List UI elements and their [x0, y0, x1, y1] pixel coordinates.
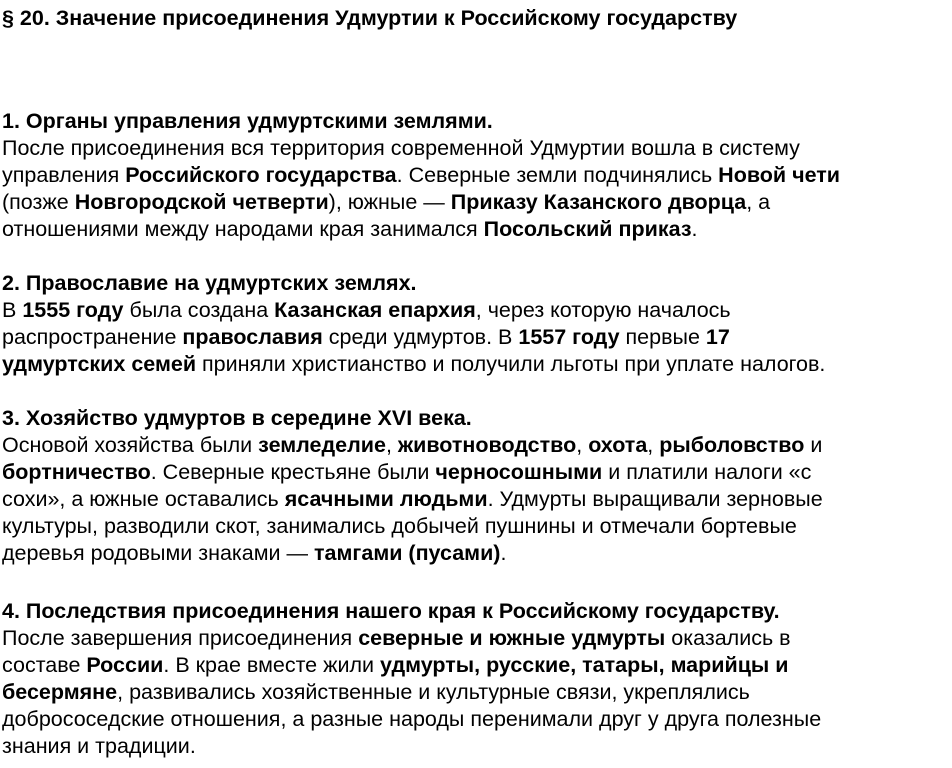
text-run: . Удмурты выращивали зерновые: [487, 487, 823, 511]
text-run: , через которую началось: [475, 298, 731, 322]
emphasized-term: 17: [705, 325, 730, 349]
page-title: § 20. Значение присоединения Удмуртии к Российскому государству: [2, 6, 738, 30]
text-run: ), южные —: [328, 190, 451, 214]
text-run: ,: [647, 433, 660, 457]
text-line: [2, 652, 952, 679]
emphasized-term: 1557 году: [518, 325, 620, 349]
text-line: [2, 351, 952, 378]
text-run: , развивались хозяйственные и культурные связи, укреплялись: [117, 680, 750, 704]
section-orthodoxy: [2, 270, 952, 378]
emphasized-term: черносошными: [435, 460, 603, 484]
text-line: [2, 432, 952, 459]
text-run: приняли христианство и получили льготы при уплате налогов.: [196, 352, 826, 376]
text-line: [2, 459, 952, 486]
text-run: оказались в: [665, 626, 791, 650]
emphasized-term: бортничество: [2, 460, 151, 484]
text-line: [2, 540, 952, 567]
emphasized-term: северные и южные удмурты: [358, 626, 666, 650]
emphasized-term: Посольский приказ: [483, 217, 692, 241]
text-run: .: [691, 217, 698, 241]
text-line: [2, 733, 952, 760]
text-run: , а: [746, 190, 771, 214]
section-heading: 2. Православие на удмуртских землях.: [2, 271, 417, 295]
emphasized-term: охота: [588, 433, 648, 457]
text-run: . В крае вместе жили: [163, 653, 381, 677]
emphasized-term: 1555 году: [22, 298, 124, 322]
text-run: (позже: [2, 190, 75, 214]
emphasized-term: тамгами (пусами): [314, 541, 501, 565]
text-run: среди удмуртов. В: [322, 325, 519, 349]
text-run: После присоединения вся территория современной Удмуртии вошла в систему: [2, 136, 800, 160]
text-run: . Северные земли подчинялись: [396, 163, 719, 187]
emphasized-term: православия: [182, 325, 323, 349]
emphasized-term: Российского государства: [125, 163, 397, 187]
text-run: управления: [2, 163, 126, 187]
text-line: [2, 679, 952, 706]
text-run: Основой хозяйства были: [2, 433, 259, 457]
emphasized-term: удмурты, русские, татары, марийцы и: [380, 653, 789, 677]
emphasized-term: Приказу Казанского дворца: [450, 190, 747, 214]
text-run: и платили налоги «с: [602, 460, 812, 484]
section-heading: 3. Хозяйство удмуртов в середине XVI века.: [2, 406, 472, 430]
section-economy: [2, 405, 952, 567]
text-run: . Северные крестьяне были: [150, 460, 436, 484]
emphasized-term: животноводство: [397, 433, 577, 457]
emphasized-term: Новой чети: [718, 163, 840, 187]
text-run: .: [500, 541, 507, 565]
text-run: и: [804, 433, 823, 457]
emphasized-term: России: [86, 653, 164, 677]
emphasized-term: ясачными людьми: [284, 487, 488, 511]
emphasized-term: Новгородской четверти: [74, 190, 329, 214]
text-line: [2, 486, 952, 513]
text-run: В: [2, 298, 23, 322]
text-run: деревья родовыми знаками —: [2, 541, 315, 565]
text-run: добрососедские отношения, а разные народы перенимали друг у друга полезные: [2, 707, 822, 731]
text-line: [2, 216, 952, 243]
emphasized-term: бесермяне: [2, 680, 118, 704]
section-heading: 4. Последствия присоединения нашего края к Российскому государству.: [2, 599, 780, 623]
text-run: была создана: [123, 298, 275, 322]
text-run: ,: [576, 433, 589, 457]
text-line: [2, 513, 952, 540]
text-run: знания и традиции.: [2, 734, 196, 758]
text-run: распространение: [2, 325, 183, 349]
text-line: [2, 625, 952, 652]
text-run: культуры, разводили скот, занимались добычей пушнины и отмечали бортевые: [2, 514, 797, 538]
text-line: [2, 162, 952, 189]
text-run: составе: [2, 653, 87, 677]
text-run: отношениями между народами края занимался: [2, 217, 484, 241]
emphasized-term: рыболовство: [659, 433, 805, 457]
text-run: После завершения присоединения: [2, 626, 359, 650]
section-body: [2, 432, 952, 567]
text-run: первые: [619, 325, 706, 349]
text-run: ,: [385, 433, 398, 457]
section-governance: [2, 108, 952, 243]
emphasized-term: земледелие: [258, 433, 386, 457]
text-line: [2, 706, 952, 733]
section-heading: 1. Органы управления удмуртскими землями.: [2, 109, 493, 133]
section-body: [2, 135, 952, 243]
emphasized-term: удмуртских семей: [2, 352, 197, 376]
text-line: [2, 135, 952, 162]
emphasized-term: Казанская епархия: [274, 298, 476, 322]
section-body: [2, 625, 952, 760]
text-line: [2, 324, 952, 351]
section-body: [2, 297, 952, 378]
text-line: [2, 297, 952, 324]
text-run: сохи», а южные оставались: [2, 487, 285, 511]
section-consequences: [2, 598, 952, 760]
text-line: [2, 189, 952, 216]
